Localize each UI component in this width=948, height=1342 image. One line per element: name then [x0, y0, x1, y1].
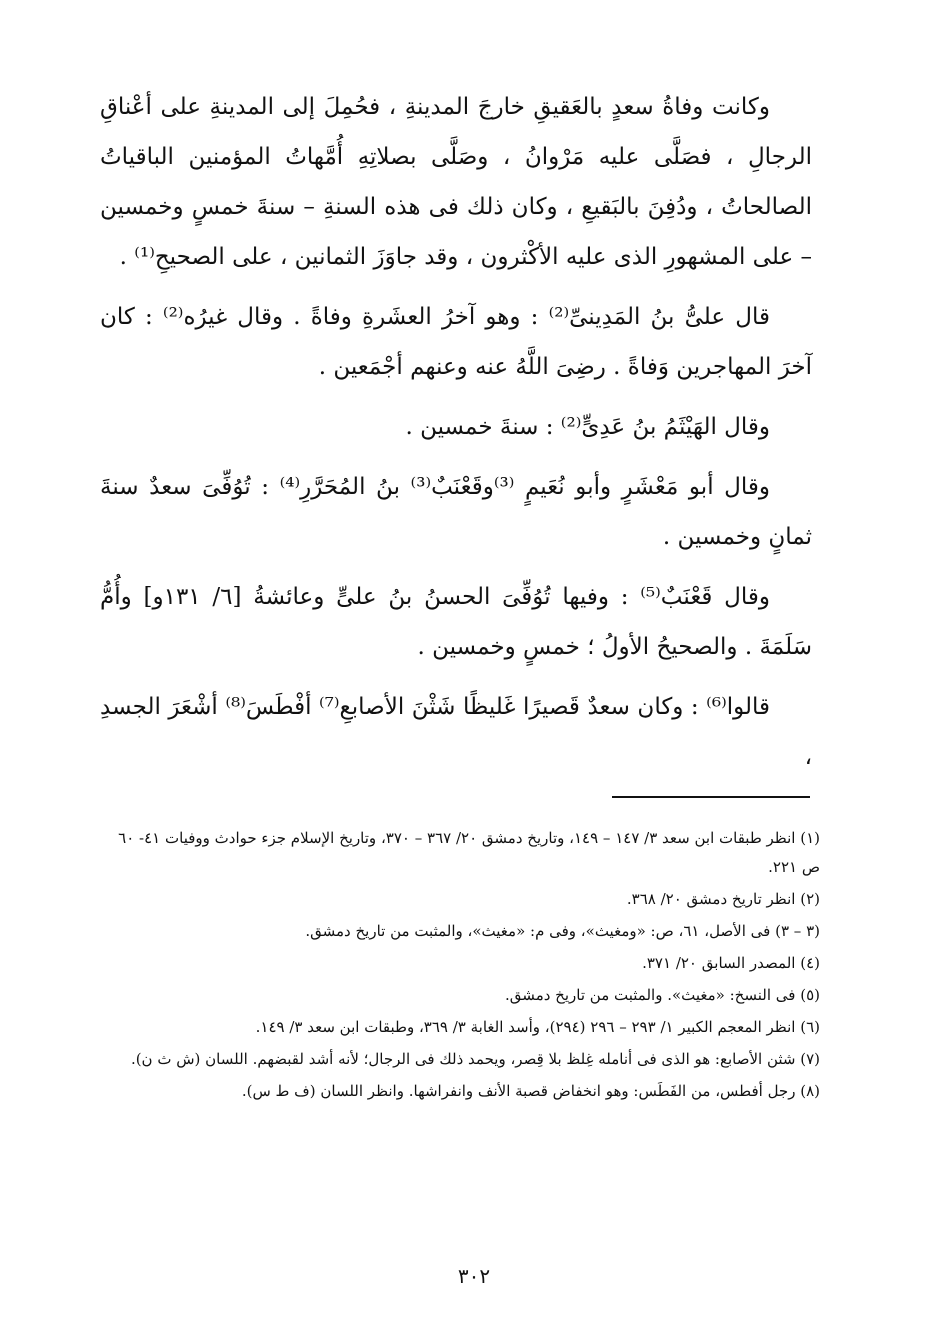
footnote-8: (٨) رجل أفطس، من الفَطَس: وهو انخفاض قصبة الأنف وانفراشها. وانظر اللسان (ف ط س). [241, 1082, 820, 1100]
footnote-7: (٧) شثن الأصابع: هو الذى فى أنامله غِلظ بلا قِصر، ويحمد ذلك فى الرجال؛ لأنه أشد لقبضهم. اللسان (ش ث ن). [130, 1050, 820, 1068]
paragraph-death-of-saad: وكانت وفاةُ سعدٍ بالعَقيقِ خارجَ المدينةِ ، فحُمِلَ إلى المدينةِ على أعْناقِ الرجالِ ، فصَلَّى عليه مَرْوانُ ، وصَلَّى بصلاتِهِ أُمَّهاتُ المؤمنين الباقياتُ الصالحاتُ ، ودُفِنَ بالبَقيعِ ، وكان ذلك فى هذه السنةِ – سنةَ خمسٍ وخمسين – على المشهورِ الذى عليه الأكْثرون ، وقد جاوَزَ الثمانين ، على الصحيحِ⁽¹⁾ . [100, 94, 812, 270]
footnotes-section [108, 824, 820, 1109]
footnote-2: (٢) انظر تاريخ دمشق ٢٠/ ٣٦٨. [626, 890, 820, 908]
footnote-6: (٦) انظر المعجم الكبير ١/ ٢٩٣ – ٢٩٦ (٢٩٤)، وأسد الغابة ٣/ ٣٦٩، وطبقات ابن سعد ٣/ ١٤٩. [255, 1018, 820, 1036]
footnote-4: (٤) المصدر السابق ٢٠/ ٣٧١. [642, 954, 820, 972]
footnote-5: (٥) فى النسخ: «مغيث». والمثبت من تاريخ دمشق. [505, 986, 820, 1004]
paragraph-ali-ibn-madini: قال علىُّ بنُ المَدِينىِّ⁽²⁾ : وهو آخرُ العشَرةِ وفاةً . وقال غيرُه⁽²⁾ : كان آخرَ المهاجرين وَفاةً . رضِىَ اللَّهُ عنه وعنهم أجْمَعين . [100, 304, 812, 380]
paragraph-haytham-ibn-adi: وقال الهَيْثَمُ بنُ عَدِىٍّ⁽²⁾ : سنةَ خمسين . [405, 414, 770, 440]
paragraph-abu-mashar: وقال أبو مَعْشَرٍ وأبو نُعَيمٍ ⁽³⁾وقَعْنَبٌ⁽³⁾ بنُ المُحَرَّرِ⁽⁴⁾ : تُوُفِّىَ سعدٌ سنةَ ثمانٍ وخمسين . [100, 474, 812, 550]
footnote-3: (٣ – ٣) فى الأصل، ٦١، ص: «ومغيث»، وفى م: «مغيث»، والمثبت من تاريخ دمشق. [305, 922, 820, 940]
footnote-divider [612, 796, 810, 798]
paragraph-description: قالوا⁽⁶⁾ : وكان سعدٌ قَصيرًا غَليظًا شَثْنَ الأصابعِ⁽⁷⁾ أفْطَسَ⁽⁸⁾ أشْعَرَ الجسدِ ، [100, 694, 812, 770]
paragraph-qanab: وقال قَعْنَبٌ⁽⁵⁾ : وفيها تُوُفِّىَ الحسنُ بنُ علىٍّ وعائشةُ [٦/ ١٣١و] وأُمُّ سَلَمَةَ . والصحيحُ الأولُ ؛ خمسٍ وخمسين . [100, 584, 812, 660]
main-text-body [100, 82, 812, 792]
footnote-1: (١) انظر طبقات ابن سعد ٣/ ١٤٧ – ١٤٩، وتاريخ دمشق ٢٠/ ٣٦٧ – ٣٧٠، وتاريخ الإسلام جزء حوادث ووفيات ٤١- ٦٠ ص ٢٢١. [118, 829, 820, 876]
page-number: ٣٠٢ [457, 1264, 491, 1288]
